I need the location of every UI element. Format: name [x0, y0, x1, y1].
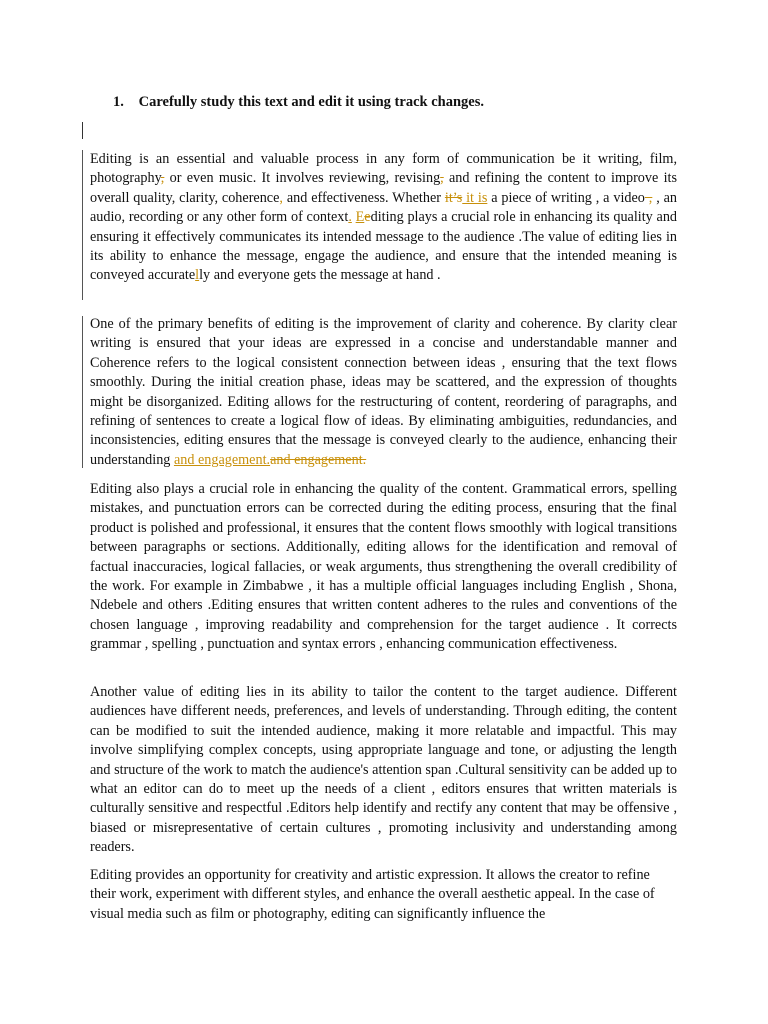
p1-text-c: and refining the content to improve its overall quality, clarity, coherence	[90, 170, 677, 206]
question-text: Carefully study this text and edit it using track changes.	[138, 94, 484, 110]
insertion-mark[interactable]: E	[355, 209, 365, 226]
insertion-mark[interactable]: it is	[462, 189, 488, 206]
deletion-mark[interactable]: ,	[644, 189, 653, 206]
deletion-mark[interactable]: ,	[160, 170, 165, 187]
p1-text-k: ly and everyone gets the message at hand .	[199, 267, 441, 284]
insertion-mark[interactable]: l	[195, 267, 200, 284]
question-number: 1.	[113, 94, 124, 110]
deletion-mark[interactable]: e	[364, 209, 371, 226]
insertion-mark[interactable]: and engagement.	[173, 451, 271, 468]
p1-text-g: , an audio, recording or any other form of context	[90, 189, 678, 226]
change-bar-paragraph-2	[82, 316, 83, 468]
p1-text-f: a piece of writing , a video	[487, 189, 645, 206]
paragraph-5[interactable]: Editing provides an opportunity for creativity and artistic expression. It allows the creator to refine their work, experiment with different styles, and enhance the overall aesthetic appeal. In the case of visual media such as film or photography, editing can significantly influence the	[90, 867, 655, 922]
deletion-mark[interactable]: and engagement.	[270, 451, 367, 468]
deletion-mark[interactable]: ,	[440, 170, 444, 187]
question-heading	[113, 94, 484, 111]
paragraph-4[interactable]: Another value of editing lies in its ability to tailor the content to the target audience. Different audiences have different needs, preferences, and levels of understanding. Through editing, the content can be modified to suit the intended audience, making it more relatable and impactful. This may involve simplifying complex concepts, using appropriate language and tone, or adjusting the length and structure of the work to match the audience's attention span .Cultural sensitivity can be added up to what an editor can do to meet up the needs of a client , editors ensures that written materials is culturally sensitive and respectful .Editors help identify and rectify any content that may be offensive , biased or misrepresentative of certain cultures , promoting inclusivity and understanding among readers.	[90, 684, 677, 856]
paragraph-1[interactable]	[90, 150, 677, 286]
change-bar-paragraph-1	[82, 150, 83, 300]
p1-text-e: and effectiveness. Whether	[282, 189, 445, 206]
p2-text-a: One of the primary benefits of editing is the improvement of clarity and coherence. By clarity clear writing is ensured that your ideas are expressed in a concise and understandable manner and Coherence refers to the logical consistent connection between ideas , ensuring that the text flows smoothly. During the initial creation phase, ideas may be scattered, and the expression of thoughts might be disorganized. Editing allows for the restructuring of content, reordering of paragraphs, and refining of sentences to create a logical flow of ideas. By eliminating ambiguities, redundancies, and inconsistencies, editing ensures that the message is conveyed clearly to the audience, enhancing their understanding	[90, 316, 677, 468]
text-cursor	[82, 122, 83, 139]
paragraph-3[interactable]: Editing also plays a crucial role in enhancing the quality of the content. Grammatical errors, spelling mistakes, and punctuation errors can be corrected during the editing process, ensuring that the final product is polished and professional, it ensures that the content flows smoothly with logical transitions between paragraphs or sections. Additionally, editing allows for the identification and removal of factual inaccuracies, logical fallacies, or weak arguments, thus strengthening the overall credibility of the work. For example in Zimbabwe , it has a multiple official languages including English , Shona, Ndebele and others .Editing ensures that written content adheres to the rules and conventions of the chosen language , improving readability and comprehension for the target audience . It corrects grammar , spelling , punctuation and syntax errors , enhancing communication effectiveness.	[90, 481, 677, 653]
insertion-mark[interactable]: .	[348, 209, 352, 226]
p1-text-a: Editing is an essential and valuable process in any form of communication be it writing, film, photography	[90, 151, 677, 187]
p1-text-j: diting plays a crucial role in enhancing its quality and ensuring it effectively communicates its intended message to the audience .The value of editing lies in its ability to enhance the message, engage the audience, and ensure that the intended meaning is conveyed accurate	[90, 209, 678, 284]
p1-text-b: or even music. It involves reviewing, revising	[164, 170, 441, 187]
deletion-mark[interactable]: it’s	[444, 189, 463, 206]
insertion-mark[interactable]: ,	[279, 189, 283, 206]
paragraph-2[interactable]	[90, 315, 677, 470]
